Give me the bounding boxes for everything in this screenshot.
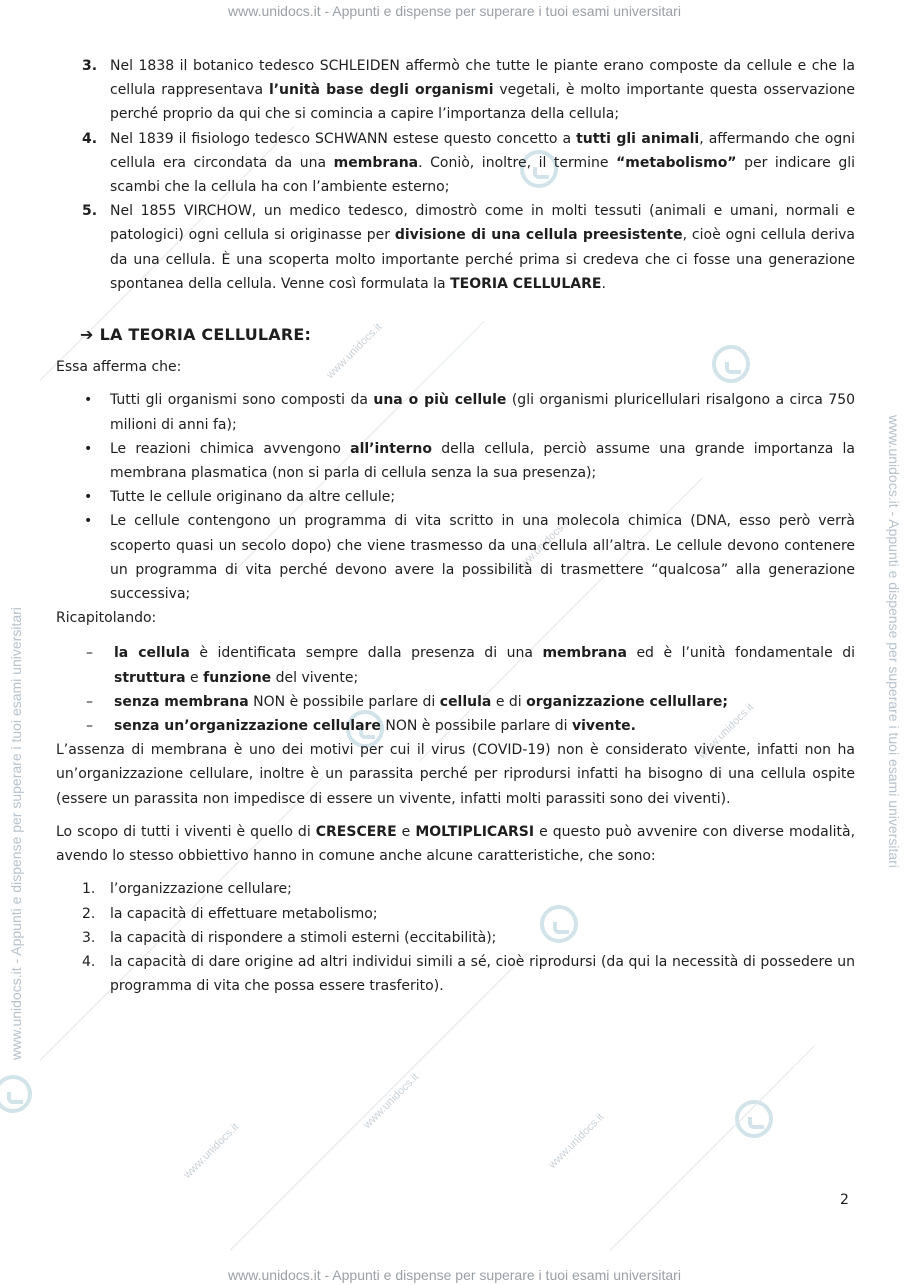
arrow-right-icon: ➔	[80, 325, 94, 345]
page-number: 2	[840, 1192, 849, 1208]
history-item	[56, 199, 855, 296]
text: Lo scopo di tutti i viventi è quello di	[56, 823, 316, 840]
bold-text: divisione di una cellula preesistente	[394, 227, 683, 244]
virus-paragraph: L’assenza di membrana è uno dei motivi per cui il virus (COVID-19) non è considerato vivente, infatti non ha un’organizzazione cellulare, inoltre è un parassita perché per riprodursi infatti ha bisogno di una cellula ospite (essere un parassita non impedisce di essere un vivente, infatti molti parassiti sono dei viventi).	[56, 742, 855, 807]
theory-item	[56, 388, 855, 436]
item-number: 4.	[82, 130, 98, 147]
text: la capacità di dare origine ad altri individui simili a sé, cioè riprodursi (da qui la necessità di possedere un programma di vita che possa essere trasferito).	[110, 953, 855, 995]
watermark-logo-icon	[0, 1075, 32, 1113]
text: Le reazioni chimica avvengono	[110, 440, 351, 457]
text: . Coniò, inoltre, il termine	[418, 154, 617, 171]
section-heading	[80, 323, 855, 347]
text: , affermando che ogni cellula era circondata da una	[110, 130, 855, 171]
bold-text: l’unità base degli organismi	[268, 82, 494, 99]
text: ed è l’unità fondamentale di	[626, 645, 855, 662]
bold-text: membrana	[542, 645, 627, 662]
characteristics-list	[56, 877, 855, 998]
text: vegetali, è molto importante questa osservazione perché proprio da qui che si comincia a capire l’importanza della cellula;	[110, 82, 856, 123]
theory-item	[56, 437, 855, 485]
bold-text: struttura	[114, 669, 186, 686]
text: del vivente;	[271, 669, 359, 686]
watermark-diagonal: www.unidocs.it	[181, 1121, 242, 1181]
text: la capacità di effettuare metabolismo;	[110, 905, 378, 922]
text: per indicare gli scambi che la cellula ha con l’ambiente esterno;	[110, 154, 855, 196]
bold-text: “metabolismo”	[616, 154, 737, 171]
bold-text: all’interno	[350, 440, 432, 457]
text: NON è possibile parlare di	[248, 693, 440, 710]
history-item	[56, 54, 855, 127]
bold-text: MOLTIPLICARSI	[415, 823, 535, 840]
bold-text: membrana	[333, 154, 419, 171]
characteristic-item	[56, 926, 855, 950]
scope-paragraph	[56, 820, 855, 868]
bold-text: TEORIA CELLULARE	[450, 275, 602, 292]
history-list	[56, 54, 855, 296]
text: Tutte le cellule originano da altre cellule;	[110, 489, 396, 506]
bold-text: funzione	[203, 669, 272, 686]
text: della cellula, perciò assume una grande importanza la membrana plasmatica (non si parla di cellula senza la sua presenza);	[110, 440, 856, 482]
item-number: 3.	[82, 929, 96, 946]
recap-item	[56, 714, 855, 738]
dash-marker: –	[86, 645, 93, 662]
text: la capacità di rispondere a stimoli esterni (eccitabilità);	[110, 929, 497, 946]
recap-item	[56, 690, 855, 714]
intro-text: Essa afferma che:	[56, 359, 182, 376]
watermark-side-left: www.unidocs.it - Appunti e dispense per superare i tuoi esami universitari	[8, 607, 24, 1060]
history-item	[56, 127, 855, 200]
text: (gli organismi pluricellulari risalgono a circa 750 milioni di anni fa);	[110, 392, 856, 433]
watermark-diagonal: www.unidocs.it	[546, 1111, 607, 1171]
text: è identificata sempre dalla presenza di una	[189, 645, 543, 662]
text: Nel 1838 il botanico tedesco SCHLEIDEN affermò che tutte le piante erano composte da cellule e che la cellula rappresentava	[110, 58, 855, 99]
bold-text: vivente.	[571, 718, 636, 735]
bold-text: senza membrana	[114, 693, 249, 710]
text: e	[396, 823, 416, 840]
text: Nel 1855 VIRCHOW, un medico tedesco, dimostrò come in molti tessuti (animali e umani, normali e patologici) ogni cellula si originasse per	[110, 203, 855, 244]
text: Le cellule contengono un programma di vita scritto in una molecola chimica (DNA, esso però verrà scoperto quasi un secolo dopo) che viene trasmesso da una cellula all’altra. Le cellule devono contenere un programma di vita perché devono avere la possibilità di trasmettere “qualcosa” alla generazione successiva;	[110, 513, 855, 603]
text: e di	[491, 693, 527, 710]
text: e	[185, 669, 204, 686]
item-number: 4.	[82, 953, 96, 970]
bold-text: tutti gli animali	[576, 130, 700, 147]
bold-text: la cellula	[114, 645, 190, 662]
item-number: 2.	[82, 905, 96, 922]
recap-label: Ricapitolando:	[56, 610, 157, 627]
item-number: 1.	[82, 881, 96, 898]
bold-text: cellula	[439, 693, 492, 710]
text: NON è possibile parlare di	[380, 718, 572, 735]
document-body	[56, 54, 855, 998]
watermark-header: www.unidocs.it - Appunti e dispense per superare i tuoi esami universitari	[228, 3, 681, 19]
text: Nel 1839 il fisiologo tedesco SCHWANN estese questo concetto a	[110, 130, 577, 147]
item-number: 3.	[82, 58, 98, 74]
recap-list	[56, 641, 855, 738]
dash-marker: –	[86, 718, 93, 735]
watermark-side-right: www.unidocs.it - Appunti e dispense per superare i tuoi esami universitari	[886, 415, 902, 868]
text: .	[601, 275, 606, 292]
bold-text: una o più cellule	[373, 392, 507, 409]
characteristic-item	[56, 877, 855, 901]
watermark-diagonal: www.unidocs.it	[361, 1071, 422, 1131]
heading-text: LA TEORIA CELLULARE:	[99, 325, 312, 345]
watermark-line	[610, 1045, 816, 1251]
dash-marker: –	[86, 693, 93, 710]
text: e questo può avvenire con diverse modalità, avendo lo stesso obbiettivo hanno in comune anche alcune caratteristiche, che sono:	[56, 823, 856, 865]
text: , cioè ogni cellula deriva da una cellula. È una scoperta molto importante perché prima si credeva che ci fosse una generazione spontanea della cellula. Venne così formulata la	[110, 227, 855, 292]
watermark-diagonal: www.unidocs.it	[324, 321, 385, 381]
theory-item	[56, 509, 855, 606]
theory-item	[56, 485, 855, 509]
watermark-footer: www.unidocs.it - Appunti e dispense per superare i tuoi esami universitari	[228, 1267, 681, 1283]
bold-text: CRESCERE	[315, 823, 397, 840]
text: Tutti gli organismi sono composti da	[110, 392, 374, 409]
text: l’organizzazione cellulare;	[110, 881, 292, 898]
characteristic-item	[56, 950, 855, 998]
recap-item	[56, 641, 855, 689]
theory-list	[56, 388, 855, 606]
watermark-diagonal: www.unidocs.it	[696, 701, 757, 761]
bold-text: senza un’organizzazione cellulare	[114, 718, 381, 735]
watermark-diagonal: www.unidocs.it	[512, 516, 573, 576]
bold-text: organizzazione cellullare;	[526, 693, 728, 710]
item-number: 5.	[82, 203, 98, 220]
characteristic-item	[56, 902, 855, 926]
